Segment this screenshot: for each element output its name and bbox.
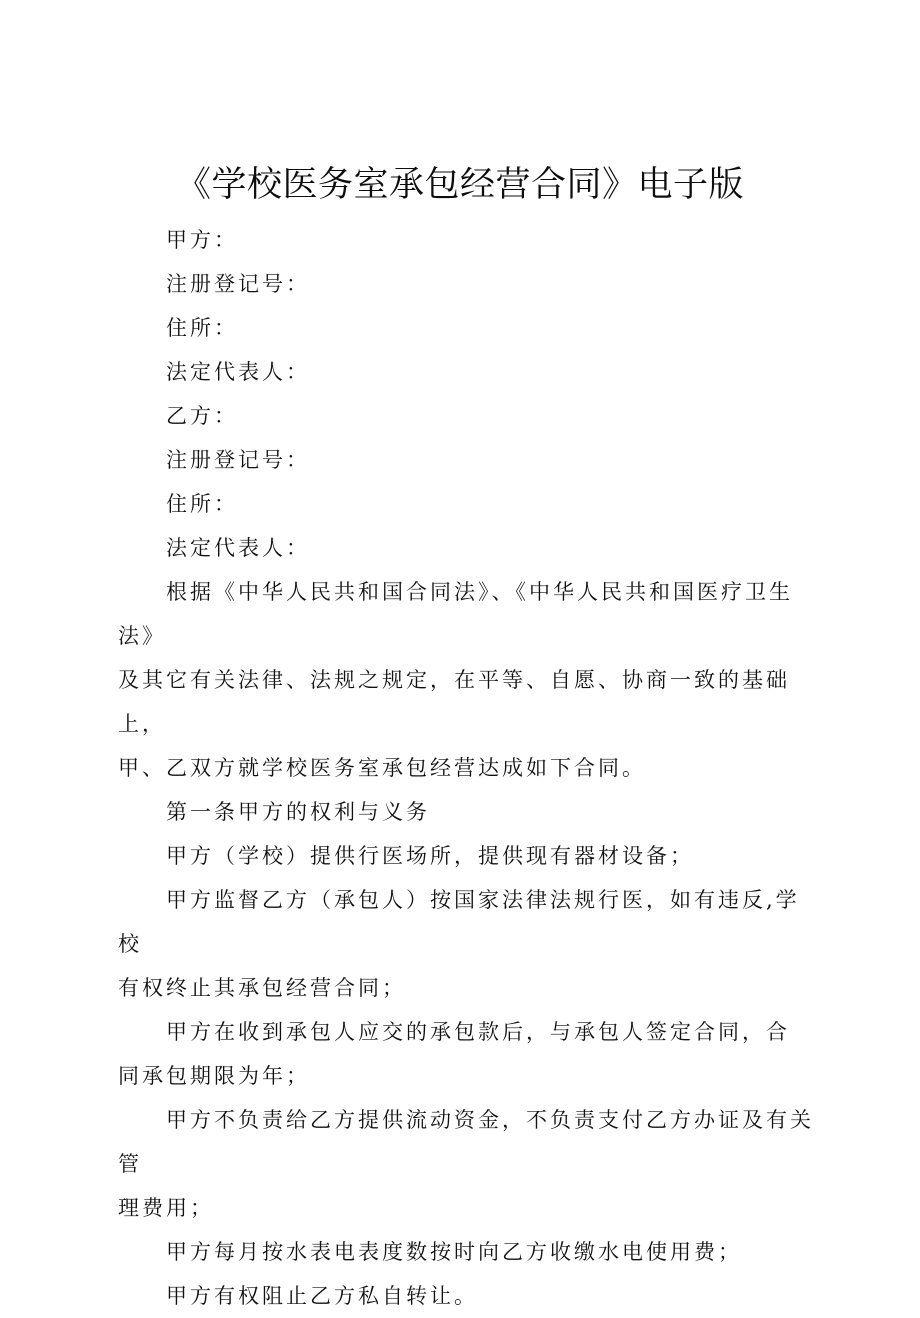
party-b-label: 乙方： [166,404,238,428]
clause [118,1098,818,1230]
party-a-representative: 法定代表人： [166,360,310,384]
clause-line: 甲方在收到承包人应交的承包款后，与承包人签定合同，合 [166,1020,790,1044]
party-a-address: 住所： [166,316,238,340]
party-b-representative: 法定代表人： [166,536,310,560]
preamble-line: 甲、乙双方就学校医务室承包经营达成如下合同。 [118,756,646,780]
document-title: 《学校医务室承包经营合同》电子版 [175,165,744,205]
clause-line: 理费用； [118,1196,214,1220]
preamble-paragraph [118,570,818,790]
party-a-label: 甲方： [166,228,238,252]
article-heading: 第一条甲方的权利与义务 [166,800,430,824]
document-body [118,218,818,1318]
clause [118,878,818,1010]
clause: 甲方每月按水表电表度数按时向乙方收缴水电使用费； [166,1240,742,1264]
clause: 甲方（学校）提供行医场所，提供现有器材设备； [166,844,694,868]
clause-line: 甲方监督乙方（承包人）按国家法律法规行医，如有违反,学校 [118,888,800,956]
clause-line: 有权终止其承包经营合同； [118,976,406,1000]
clause: 甲方有权阻止乙方私自转让。 [166,1284,478,1308]
clause-line: 甲方不负责给乙方提供流动资金，不负责支付乙方办证及有关管 [118,1108,814,1176]
party-b-registration: 注册登记号： [166,448,310,472]
party-a-registration: 注册登记号： [166,272,310,296]
party-b-address: 住所： [166,492,238,516]
clause-line: 同承包期限为年； [118,1064,310,1088]
preamble-line: 根据《中华人民共和国合同法》、《中华人民共和国医疗卫生法》 [118,580,793,648]
preamble-line: 及其它有关法律、法规之规定，在平等、自愿、协商一致的基础上， [118,668,790,736]
clause [118,1010,818,1098]
